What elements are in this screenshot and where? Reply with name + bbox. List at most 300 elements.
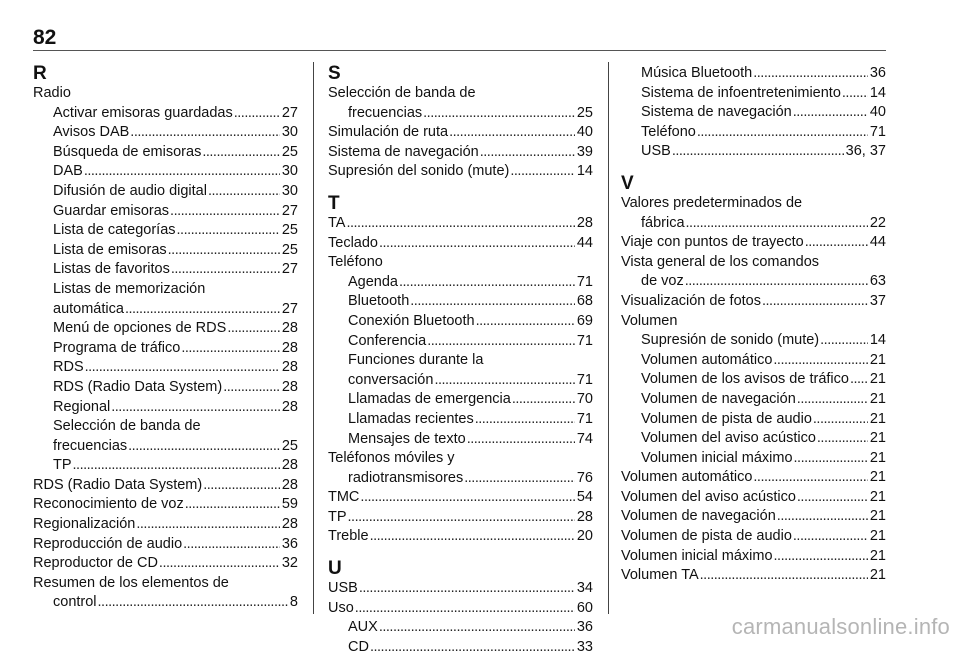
index-subentry <box>33 417 298 437</box>
entry-page-ref: 25 <box>576 104 593 121</box>
entry-page-ref: 37 <box>869 292 886 309</box>
dot-leader <box>434 371 574 391</box>
index-entry <box>33 554 298 574</box>
entry-page-ref: 21 <box>869 528 886 545</box>
index-entry <box>328 488 593 508</box>
index-subentry <box>328 638 593 657</box>
dot-leader <box>773 351 867 371</box>
index-entry <box>621 527 886 547</box>
index-entry <box>328 162 593 182</box>
entry-term: Listas de favoritos <box>53 261 170 278</box>
index-subentry <box>33 319 298 339</box>
dot-leader <box>427 332 575 352</box>
header-rule <box>33 50 886 51</box>
entry-term: fábrica <box>641 214 685 231</box>
index-section-letter: S <box>328 63 341 84</box>
index-subentry <box>33 300 298 320</box>
dot-leader <box>777 507 868 527</box>
entry-term: Reconocimiento de voz <box>33 496 184 513</box>
dot-leader <box>125 300 280 320</box>
index-subentry <box>621 410 886 430</box>
index-entry <box>33 84 298 104</box>
column-divider <box>313 62 314 614</box>
index-section-letter: R <box>33 63 47 84</box>
entry-term: Llamadas de emergencia <box>348 391 511 408</box>
entry-page-ref: 14 <box>576 163 593 180</box>
index-entry <box>33 476 298 496</box>
index-subentry <box>621 331 886 351</box>
index-entry <box>328 84 593 104</box>
dot-leader <box>805 233 868 253</box>
index-entry <box>328 253 593 273</box>
dot-leader <box>168 241 280 261</box>
entry-term: Avisos DAB <box>53 124 130 141</box>
entry-term: Conexión Bluetooth <box>348 312 475 329</box>
index-entry <box>328 449 593 469</box>
entry-page-ref: 28 <box>281 398 298 415</box>
column-divider <box>608 62 609 614</box>
dot-leader <box>202 143 280 163</box>
entry-page-ref: 21 <box>869 351 886 368</box>
entry-page-ref: 30 <box>281 182 298 199</box>
entry-page-ref: 74 <box>576 430 593 447</box>
entry-page-ref: 40 <box>576 124 593 141</box>
dot-leader <box>820 331 868 351</box>
entry-term: automática <box>53 300 124 317</box>
entry-page-ref: 8 <box>289 594 298 611</box>
index-subentry <box>33 143 298 163</box>
dot-leader <box>686 214 868 234</box>
dot-leader <box>467 430 575 450</box>
entry-term: Vista general de los comandos <box>621 253 820 270</box>
entry-term: Volumen de pista de audio <box>621 528 792 545</box>
entry-page-ref: 28 <box>281 378 298 395</box>
entry-term: Volumen del aviso acústico <box>641 430 816 447</box>
entry-term: RDS (Radio Data System) <box>33 476 203 493</box>
entry-page-ref: 28 <box>281 476 298 493</box>
entry-term: frecuencias <box>53 437 128 454</box>
entry-page-ref: 44 <box>869 234 886 251</box>
entry-term: Reproducción de audio <box>33 535 183 552</box>
section-gap <box>621 162 886 174</box>
entry-page-ref: 34 <box>576 580 593 597</box>
index-section-letter: T <box>328 192 340 214</box>
entry-page-ref: 25 <box>281 222 298 239</box>
dot-leader <box>111 398 280 418</box>
index-subentry <box>621 84 886 104</box>
entry-term: Radio <box>33 85 71 101</box>
entry-term: Volumen automático <box>641 351 773 368</box>
entry-page-ref: 63 <box>869 273 886 290</box>
dot-leader <box>223 378 280 398</box>
entry-page-ref: 25 <box>281 241 298 258</box>
index-entry <box>621 468 886 488</box>
entry-page-ref: 71 <box>576 273 593 290</box>
dot-leader <box>183 535 280 555</box>
entry-term: Volumen del aviso acústico <box>621 488 796 505</box>
entry-term: Programa de tráfico <box>53 339 181 356</box>
entry-term: frecuencias <box>348 104 423 121</box>
entry-term: USB <box>328 580 358 597</box>
index-subentry <box>33 104 298 124</box>
entry-term: Teléfonos móviles y <box>328 450 455 467</box>
entry-page-ref: 28 <box>281 457 298 474</box>
dot-leader <box>797 488 868 508</box>
entry-term: TMC <box>328 489 360 506</box>
index-subentry <box>328 273 593 293</box>
entry-page-ref: 28 <box>281 359 298 376</box>
index-subentry <box>328 332 593 352</box>
dot-leader <box>813 410 868 430</box>
dot-leader <box>480 143 575 163</box>
entry-page-ref: 21 <box>869 449 886 466</box>
index-entry <box>621 507 886 527</box>
index-subentry <box>328 312 593 332</box>
entry-term: RDS (Radio Data System) <box>53 378 223 395</box>
entry-term: Volumen <box>621 312 678 329</box>
entry-term: Teléfono <box>328 254 383 271</box>
index-subentry <box>328 351 593 371</box>
entry-term: Agenda <box>348 273 398 290</box>
entry-page-ref: 71 <box>576 332 593 349</box>
index-entry <box>33 515 298 535</box>
entry-term: Simulación de ruta <box>328 124 449 141</box>
entry-page-ref: 21 <box>869 371 886 388</box>
entry-page-ref: 21 <box>869 508 886 525</box>
dot-leader <box>410 292 575 312</box>
index-section-letter: U <box>328 558 342 580</box>
entry-page-ref: 36 <box>869 65 886 81</box>
index-subentry <box>621 272 886 292</box>
index-entry <box>33 535 298 555</box>
dot-leader <box>185 495 280 515</box>
entry-page-ref: 28 <box>576 508 593 525</box>
index-entry <box>328 599 593 619</box>
entry-term: Resumen de los elementos de <box>33 574 229 591</box>
entry-term: USB <box>641 143 671 160</box>
index-subentry <box>33 437 298 457</box>
index-subentry <box>328 390 593 410</box>
entry-term: Música Bluetooth <box>641 65 753 81</box>
entry-page-ref: 21 <box>869 488 886 505</box>
dot-leader <box>464 469 575 489</box>
entry-page-ref: 28 <box>281 516 298 533</box>
entry-page-ref: 28 <box>281 339 298 356</box>
index-entry <box>328 143 593 163</box>
index-entry <box>621 292 886 312</box>
dot-leader <box>700 566 868 586</box>
dot-leader <box>475 410 575 430</box>
entry-term: Supresión de sonido (mute) <box>641 332 820 349</box>
entry-term: Teclado <box>328 234 378 251</box>
index-section-letter: V <box>621 172 634 194</box>
dot-leader <box>793 527 868 547</box>
entry-page-ref: 27 <box>281 261 298 278</box>
entry-term: Volumen inicial máximo <box>621 547 773 564</box>
entry-page-ref: 22 <box>869 214 886 231</box>
index-subentry <box>33 593 298 613</box>
index-subentry <box>33 162 298 182</box>
dot-leader <box>170 202 280 222</box>
dot-leader <box>85 358 280 378</box>
entry-page-ref: 44 <box>576 234 593 251</box>
entry-term: Sistema de navegación <box>641 104 792 121</box>
entry-term: Activar emisoras guardadas <box>53 104 233 121</box>
entry-page-ref: 71 <box>576 410 593 427</box>
dot-leader <box>159 554 280 574</box>
entry-page-ref: 39 <box>576 143 593 160</box>
entry-page-ref: 71 <box>576 371 593 388</box>
dot-leader <box>370 527 575 547</box>
entry-term: Sistema de navegación <box>328 143 479 160</box>
entry-page-ref: 27 <box>281 104 298 121</box>
index-subentry <box>33 398 298 418</box>
entry-term: Bluetooth <box>348 293 410 310</box>
index-subentry <box>33 123 298 143</box>
section-gap <box>328 547 593 559</box>
entry-term: Reproductor de CD <box>33 555 158 572</box>
dot-leader <box>136 515 279 535</box>
entry-page-ref: 71 <box>869 123 886 140</box>
entry-term: Llamadas recientes <box>348 410 474 427</box>
entry-term: Regional <box>53 398 111 415</box>
entry-term: Volumen de navegación <box>621 508 776 525</box>
entry-term: conversación <box>348 371 434 388</box>
entry-page-ref: 59 <box>281 496 298 513</box>
entry-term: TP <box>53 457 72 474</box>
dot-leader <box>399 273 575 293</box>
entry-term: control <box>53 594 97 611</box>
index-subentry <box>621 123 886 143</box>
index-entry <box>621 233 886 253</box>
dot-leader <box>370 638 575 657</box>
index-subentry <box>33 241 298 261</box>
index-subentry <box>621 449 886 469</box>
index-subentry <box>621 370 886 390</box>
dot-leader <box>476 312 575 332</box>
index-subentry <box>328 618 593 638</box>
entry-page-ref: 27 <box>281 202 298 219</box>
entry-term: Funciones durante la <box>348 352 484 369</box>
entry-term: Mensajes de texto <box>348 430 466 447</box>
entry-term: Listas de memorización <box>53 280 206 297</box>
index-column-2 <box>328 64 593 657</box>
dot-leader <box>128 437 280 457</box>
dot-leader <box>793 103 868 123</box>
entry-term: de voz <box>641 273 684 290</box>
entry-term: CD <box>348 638 369 655</box>
dot-leader <box>181 339 280 359</box>
entry-page-ref: 27 <box>281 300 298 317</box>
entry-term: Volumen de pista de audio <box>641 410 812 427</box>
index-subentry <box>33 358 298 378</box>
dot-leader <box>227 319 280 339</box>
dot-leader <box>84 162 280 182</box>
entry-page-ref: 21 <box>869 390 886 407</box>
entry-page-ref: 33 <box>576 638 593 655</box>
entry-term: Menú de opciones de RDS <box>53 320 227 337</box>
dot-leader <box>346 214 574 234</box>
dot-leader <box>234 104 280 124</box>
entry-term: Viaje con puntos de trayecto <box>621 234 804 251</box>
entry-term: Lista de categorías <box>53 222 176 239</box>
entry-term: Guardar emisoras <box>53 202 170 219</box>
entry-term: TA <box>328 214 346 231</box>
index-subentry <box>328 430 593 450</box>
entry-page-ref: 14 <box>869 84 886 101</box>
entry-term: Uso <box>328 599 354 616</box>
dot-leader <box>510 162 575 182</box>
entry-page-ref: 70 <box>576 391 593 408</box>
index-entry <box>621 566 886 586</box>
entry-page-ref: 25 <box>281 143 298 160</box>
entry-term: Supresión del sonido (mute) <box>328 163 510 180</box>
dot-leader <box>98 593 288 613</box>
index-column-3 <box>621 64 886 586</box>
index-subentry <box>328 410 593 430</box>
index-entry <box>621 488 886 508</box>
entry-page-ref: 25 <box>281 437 298 454</box>
page-number: 82 <box>33 26 57 49</box>
entry-term: Sistema de infoentretenimiento <box>641 84 841 101</box>
index-subentry <box>621 64 886 84</box>
entry-page-ref: 28 <box>576 214 593 231</box>
entry-term: Teléfono <box>641 123 696 140</box>
index-subentry <box>621 390 886 410</box>
dot-leader <box>423 104 575 124</box>
entry-page-ref: 36 <box>281 535 298 552</box>
entry-term: Valores predeterminados de <box>621 194 803 211</box>
index-subentry <box>33 260 298 280</box>
index-subentry <box>33 339 298 359</box>
dot-leader <box>208 182 280 202</box>
index-entry <box>328 579 593 599</box>
entry-page-ref: 68 <box>576 293 593 310</box>
index-entry <box>621 253 886 273</box>
dot-leader <box>348 508 575 528</box>
index-subentry <box>621 142 886 162</box>
entry-page-ref: 69 <box>576 312 593 329</box>
dot-leader <box>355 599 575 619</box>
index-subentry <box>621 429 886 449</box>
dot-leader <box>762 292 868 312</box>
index-column-1 <box>33 64 298 613</box>
index-subentry <box>328 469 593 489</box>
index-entry <box>328 214 593 234</box>
dot-leader <box>697 123 868 143</box>
entry-term: TP <box>328 508 347 525</box>
entry-page-ref: 21 <box>869 567 886 584</box>
entry-term: Conferencia <box>348 332 427 349</box>
entry-term: Lista de emisoras <box>53 241 167 258</box>
index-entry <box>621 312 886 332</box>
dot-leader <box>850 370 868 390</box>
index-entry <box>328 234 593 254</box>
entry-term: AUX <box>348 619 378 636</box>
index-entry <box>621 194 886 214</box>
entry-term: Selección de banda de <box>53 418 201 435</box>
section-gap <box>328 182 593 194</box>
entry-term: Difusión de audio digital <box>53 182 207 199</box>
entry-page-ref: 21 <box>869 547 886 564</box>
dot-leader <box>817 429 868 449</box>
index-subentry <box>33 182 298 202</box>
entry-term: Regionalización <box>33 516 136 533</box>
entry-term: Selección de banda de <box>328 85 476 101</box>
index-entry <box>328 527 593 547</box>
entry-page-ref: 30 <box>281 163 298 180</box>
entry-term: RDS <box>53 359 84 376</box>
entry-page-ref: 76 <box>576 469 593 486</box>
entry-term: Volumen de navegación <box>641 390 796 407</box>
dot-leader <box>203 476 280 496</box>
dot-leader <box>797 390 868 410</box>
entry-page-ref: 21 <box>869 469 886 486</box>
dot-leader <box>379 618 575 638</box>
entry-term: radiotransmisores <box>348 469 464 486</box>
index-subentry <box>33 456 298 476</box>
dot-leader <box>753 468 867 488</box>
entry-term: Volumen automático <box>621 469 753 486</box>
dot-leader <box>685 272 868 292</box>
entry-page-ref: 28 <box>281 320 298 337</box>
index-subentry <box>33 280 298 300</box>
dot-leader <box>177 221 280 241</box>
index-entry <box>621 547 886 567</box>
dot-leader <box>842 84 868 104</box>
index-subentry <box>33 378 298 398</box>
index-subentry <box>328 292 593 312</box>
dot-leader <box>359 579 575 599</box>
index-subentry <box>33 202 298 222</box>
entry-term: Volumen inicial máximo <box>641 449 793 466</box>
entry-page-ref: 54 <box>576 489 593 506</box>
index-subentry <box>328 371 593 391</box>
index-entry <box>328 123 593 143</box>
dot-leader <box>73 456 280 476</box>
dot-leader <box>672 142 844 162</box>
index-subentry <box>328 104 593 124</box>
dot-leader <box>774 547 868 567</box>
entry-page-ref: 30 <box>281 124 298 141</box>
entry-term: DAB <box>53 163 83 180</box>
entry-page-ref: 36 <box>576 619 593 636</box>
dot-leader <box>360 488 574 508</box>
dot-leader <box>449 123 575 143</box>
entry-page-ref: 36, 37 <box>845 143 886 160</box>
index-subentry <box>621 103 886 123</box>
dot-leader <box>171 260 280 280</box>
entry-term: Treble <box>328 528 369 545</box>
dot-leader <box>379 234 575 254</box>
entry-page-ref: 20 <box>576 528 593 545</box>
dot-leader <box>794 449 868 469</box>
dot-leader <box>130 123 280 143</box>
entry-page-ref: 14 <box>869 332 886 349</box>
dot-leader <box>753 64 868 84</box>
entry-page-ref: 60 <box>576 599 593 616</box>
entry-term: Volumen TA <box>621 567 699 584</box>
entry-page-ref: 40 <box>869 104 886 121</box>
entry-page-ref: 21 <box>869 410 886 427</box>
index-subentry <box>621 351 886 371</box>
index-subentry <box>33 221 298 241</box>
index-entry <box>33 574 298 594</box>
entry-term: Visualización de fotos <box>621 292 761 309</box>
entry-term: Búsqueda de emisoras <box>53 143 202 160</box>
index-entry <box>33 495 298 515</box>
watermark: carmanualsonline.info <box>731 614 950 639</box>
